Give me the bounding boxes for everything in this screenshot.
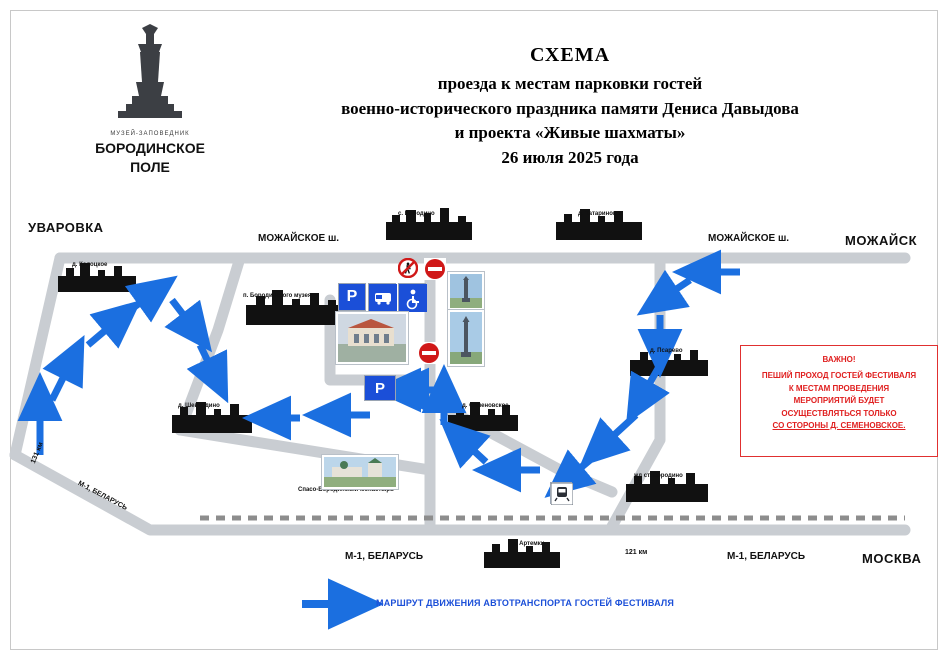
monument-photo-icon-main (450, 312, 482, 364)
map-label-museum-settlement: п. Бородинского музея (243, 293, 312, 299)
accessible-parking-sign (398, 283, 426, 311)
title-line-5: 26 июля 2025 года (501, 147, 639, 167)
monastery-photo (322, 455, 398, 489)
map-label-m1-east: М-1, БЕЛАРУСЬ (727, 551, 806, 562)
notice-line-6: СО СТОРОНЫ Д. СЕМЕНОВСКОЕ. (772, 420, 906, 430)
notice-line-1: ВАЖНО! (822, 355, 856, 364)
title-line-2: проезда к местам парковки гостей (437, 74, 703, 93)
notice-line-2: ПЕШИЙ ПРОХОД ГОСТЕЙ ФЕСТИВАЛЯ (761, 371, 917, 381)
map-label-mozhaysk: МОЖАЙСК (845, 233, 918, 248)
no-pedestrian-icon (398, 258, 418, 278)
no-pedestrian-sign (398, 258, 418, 278)
museum-logo (80, 22, 220, 175)
no-entry-icon-1 (424, 258, 446, 280)
map-label-artemki: д. Артемки (512, 541, 545, 547)
notice-line-3: К МЕСТАМ ПРОВЕДЕНИЯ (788, 383, 890, 393)
map-label-131km: 131 км (30, 441, 45, 465)
monastery-photo-icon (324, 457, 396, 487)
map-label-borodino: с. Бородино (398, 211, 435, 217)
museum-building-photo (338, 314, 406, 362)
museum-name-line1: БОРОДИНСКОЕ (95, 140, 205, 156)
map-label-shevardino: д. Шевардино (178, 403, 220, 409)
page-title (250, 44, 890, 171)
map-label-121km: 121 км (625, 549, 648, 556)
notice-line-5: ОСУЩЕСТВЛЯТЬСЯ ТОЛЬКО (781, 408, 897, 418)
parking-sign-2 (364, 375, 396, 401)
railway-station-sign (550, 482, 572, 504)
train-icon (551, 483, 573, 505)
map-label-monastery: Спасо-Бородинский монастырь (298, 487, 394, 493)
legend-text: МАРШРУТ ДВИЖЕНИЯ АВТОТРАНСПОРТА ГОСТЕЙ ФЕСТИВАЛЯ (376, 598, 675, 608)
map-label-m1-west: М-1, БЕЛАРУСЬ (345, 551, 424, 562)
museum-photo (336, 312, 408, 364)
monument-photo-icon-top (450, 274, 482, 308)
map-label-moskva: МОСКВА (862, 551, 922, 566)
map-label-uvarovka: УВАРОВКА (28, 220, 104, 235)
no-entry-icon-2 (418, 342, 440, 364)
map-legend (300, 594, 730, 616)
wheelchair-icon (399, 284, 427, 312)
important-notice-box (740, 345, 938, 457)
no-entry-sign-1 (424, 258, 446, 280)
parking-sign-letter-1: P (339, 284, 365, 310)
map-label-psarevo: д. Псарево (650, 348, 683, 354)
monument-icon (80, 22, 220, 130)
museum-name-line2: ПОЛЕ (130, 159, 170, 176)
no-entry-sign-2 (418, 342, 440, 364)
title-line-3: военно-исторического праздника памяти Дениса Давыдова (341, 98, 799, 118)
title-line-4: и проекта «Живые шахматы» (454, 123, 686, 143)
parking-sign-1 (338, 283, 366, 311)
map-label-mozhayskoe-east: МОЖАЙСКОЕ ш. (708, 233, 790, 244)
map-label-tatarinovo: д. Татариново (578, 211, 621, 217)
map-label-semenovskoe: д. Семеновское (462, 403, 509, 409)
map-label-kolotskoe: д. Колоцкое (72, 262, 108, 268)
notice-line-4: МЕРОПРИЯТИЙ БУДЕТ (793, 396, 885, 406)
bus-parking-sign (368, 283, 396, 311)
map-label-m1-belarus-diagonal: М-1, БЕЛАРУСЬ (76, 480, 129, 512)
map-label-railway-station: жд ст. Бородино (634, 473, 683, 479)
parking-sign-letter-2: P (365, 376, 395, 400)
monument-photo-main (448, 310, 484, 366)
bus-icon (369, 284, 397, 312)
title-line-1: СХЕМА (529, 44, 611, 66)
museum-subtitle: МУЗЕЙ-ЗАПОВЕДНИК (110, 131, 190, 137)
map-label-mozhayskoe-west: МОЖАЙСКОЕ ш. (258, 233, 340, 244)
monument-photo-top (448, 272, 484, 310)
